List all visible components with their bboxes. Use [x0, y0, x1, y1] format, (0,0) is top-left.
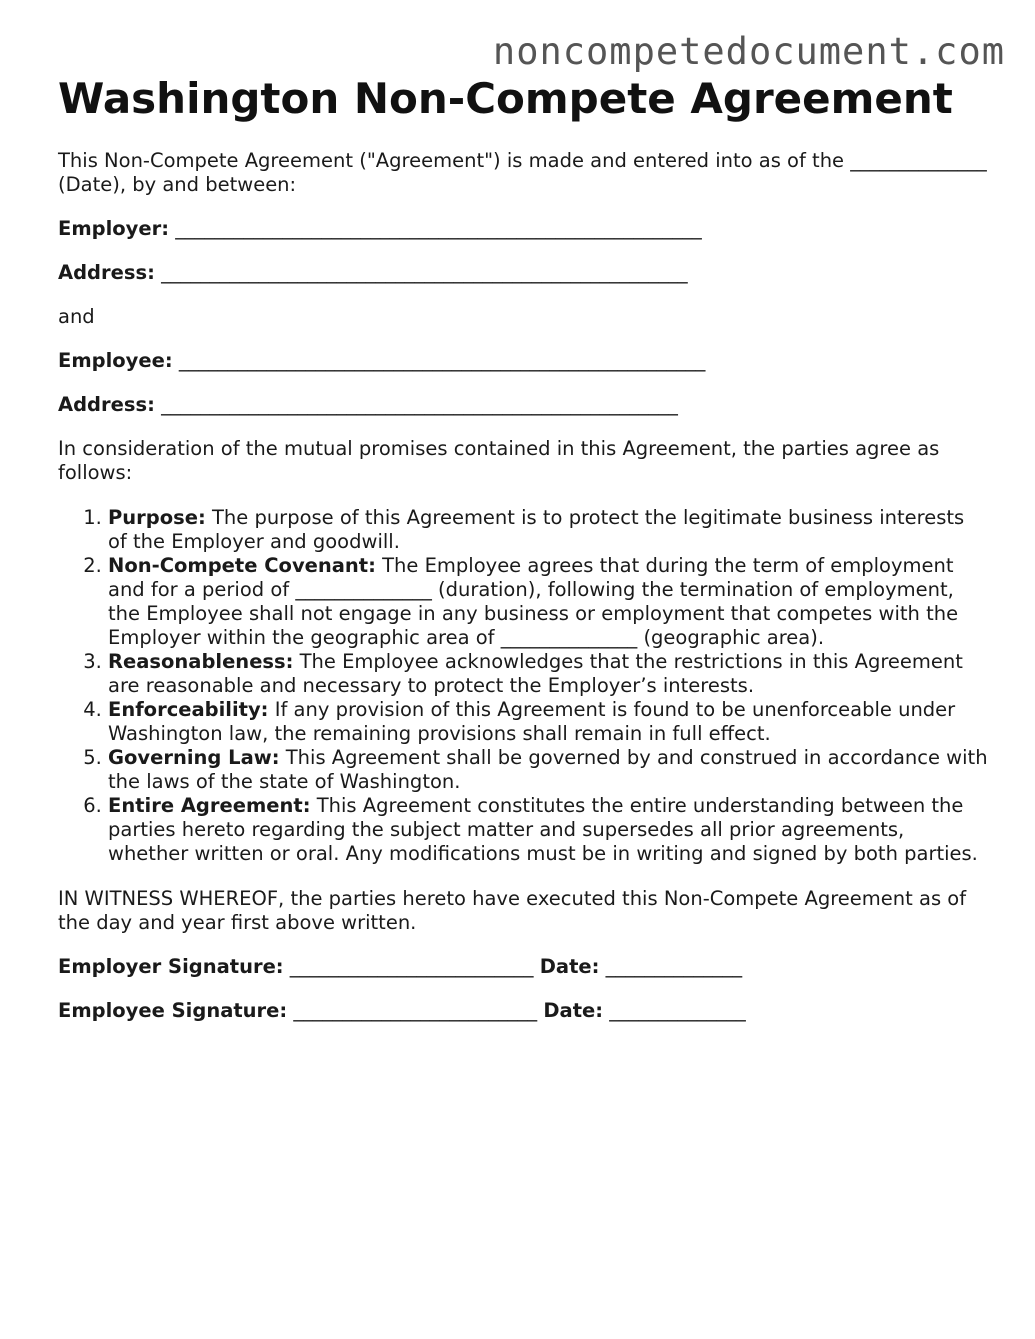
document-page: [58, 72, 988, 1023]
employee-address-blank: _____________________________________________________: [161, 393, 678, 416]
employer-label: Employer:: [58, 217, 170, 240]
employer-date-label: Date:: [539, 955, 600, 978]
clause-heading: Enforceability:: [108, 698, 269, 721]
employee-label: Employee:: [58, 349, 173, 372]
clause-text: The Employee agrees that during the term of employment and for a period of ______________ (duration), following the termination of employment, the Employee shall not engage in any business or employment that competes with the Employer within the geographic area of ______________ (geographic area).: [108, 554, 959, 649]
clause-heading: Reasonableness:: [108, 650, 294, 673]
clause-item: [108, 746, 988, 794]
clause-heading: Governing Law:: [108, 746, 280, 769]
clause-heading: Purpose:: [108, 506, 206, 529]
clause-text: The purpose of this Agreement is to protect the legitimate business interests of the Employer and goodwill.: [108, 506, 965, 553]
clause-heading: Entire Agreement:: [108, 794, 311, 817]
employee-signature-blank: _________________________: [293, 999, 538, 1022]
employer-address-line: [58, 261, 988, 285]
employer-address-blank: ______________________________________________________: [161, 261, 688, 284]
employer-line: [58, 217, 988, 241]
employer-signature-blank: _________________________: [289, 955, 534, 978]
clause-text: This Agreement shall be governed by and construed in accordance with the laws of the state of Washington.: [108, 746, 988, 793]
intro-paragraph: This Non-Compete Agreement ("Agreement") is made and entered into as of the ______________ (Date), by and between:: [58, 149, 987, 196]
employee-signature-label: Employee Signature:: [58, 999, 288, 1022]
employer-address-label: Address:: [58, 261, 155, 284]
clause-text: If any provision of this Agreement is found to be unenforceable under Washington law, the remaining provisions shall remain in full effect.: [108, 698, 956, 745]
consideration-paragraph: In consideration of the mutual promises contained in this Agreement, the parties agree as follows:: [58, 437, 940, 484]
and-connector: and: [58, 305, 95, 328]
employer-blank: ______________________________________________________: [175, 217, 702, 240]
employee-address-label: Address:: [58, 393, 155, 416]
employee-signature-line: [58, 999, 988, 1023]
clause-heading: Non-Compete Covenant:: [108, 554, 376, 577]
employee-date-label: Date:: [543, 999, 604, 1022]
clause-item: [108, 506, 988, 554]
employee-address-line: [58, 393, 988, 417]
clause-item: [108, 794, 988, 866]
employer-signature-line: [58, 955, 988, 979]
employer-signature-label: Employer Signature:: [58, 955, 284, 978]
employee-date-blank: ______________: [609, 999, 746, 1022]
clause-item: [108, 554, 988, 650]
clause-text: The Employee acknowledges that the restrictions in this Agreement are reasonable and necessary to protect the Employer’s interests.: [108, 650, 963, 697]
witness-paragraph: IN WITNESS WHEREOF, the parties hereto have executed this Non-Compete Agreement as of the day and year first above written.: [58, 887, 967, 934]
clause-list: [58, 506, 988, 866]
employee-blank: ______________________________________________________: [178, 349, 706, 372]
clause-item: [108, 650, 988, 698]
employer-date-blank: ______________: [605, 955, 743, 978]
watermark: noncompetedocument.com: [492, 30, 1005, 73]
document-title: Washington Non-Compete Agreement: [58, 74, 953, 123]
clause-item: [108, 698, 988, 746]
employee-line: [58, 349, 988, 373]
clause-text: This Agreement constitutes the entire understanding between the parties hereto regarding the subject matter and supersedes all prior agreements, whether written or oral. Any modifications must be in writing and signed by both parties.: [108, 794, 978, 865]
